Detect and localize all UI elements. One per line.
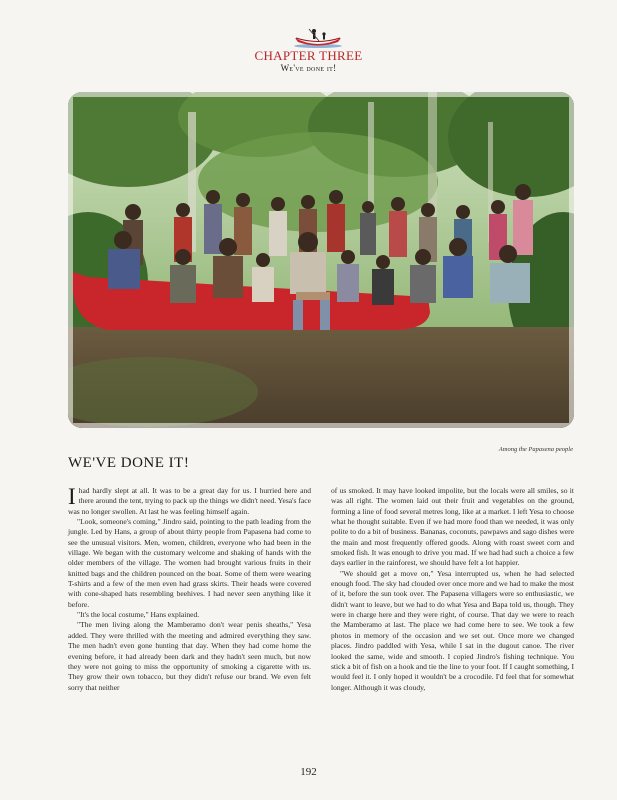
body-column-right: [331, 486, 574, 693]
paragraph: "The men living along the Mamberamo don't wear penis sheaths," Yesa added. They were thrilled with the meeting and admired everything they saw. The men hadn't even gone hunting that day. When they had come home the evening before, it had already been dark and they hadn't seen much, but now they were not going to miss the opportunity of smoking a cigarette with us. They grow their own tobacco, but they didn't refuse our brand. We even felt sorry that neither: [68, 620, 311, 692]
photo-caption: Among the Papasena people: [498, 446, 573, 453]
drop-cap: I: [68, 484, 76, 509]
paragraph: "Look, someone's coming," Jindro said, pointing to the path leading from the jungle. Led by Hans, a group of about thirty people from Papasena had come to see the unusual visitors. Men, women, children, everyone who had been in the village. We began with the customary welcome and shaking of hands with the older members of the village. The women had brought various fruits in their knitted bags and the children pounced on the boat. Some of them were wearing T-shirts and a few of the men even had grass skirts. Their heads were covered with cone-shaped hats resembling beehives. I had never seen anything like it before.: [68, 517, 311, 609]
paragraph: of us smoked. It may have looked impolite, but the locals were all smiles, so it was all right. The women laid out their fruit and vegetables on the ground, forming a line of food several metres long, like at a market. I left Yesa to choose what he thought suitable. Even if we had more food than we needed, it was only polite to do a bit of business. Bananas, coconuts, pawpaws and sago dishes were the main and most frequently offered goods. Along with roast sweet corn and smoked fish. It was enough to drive you mad. If we had had such a choice a few days earlier in the rainforest, we should have felt a lot happier.: [331, 486, 574, 568]
paragraph: "We should get a move on," Yesa interrupted us, when he had selected enough food. The sky had clouded over once more and we had to make the most of it, before the sun took over. The Papasena villagers were so enthusiastic, we didn't want to leave, but we had to do what Yesa and Bapa told us, though. They were in charge here and they were right, of course. That day we were to reach the Mamberamo at last. The place we had come here to see. We took a few photos in memory of the occasion and we set out. Once more we changed places. Jindro paddled with Yesa, while I sat in the dugout canoe. The river looked the same, wide and smooth. I copied Jindro's fishing technique. You stick a bit of fish on a hook and tie the line to your foot. If I caught something, I would feel it. I only hoped it wouldn't be a crocodile. I'd feel that for somewhat longer. Although it was cloudy,: [331, 568, 574, 692]
section-heading: WE'VE DONE IT!: [68, 455, 190, 471]
group-photo: [68, 92, 574, 428]
canoe-icon: [292, 26, 344, 48]
chapter-subtitle: We've done it!: [280, 63, 337, 73]
chapter-title: CHAPTER THREE: [254, 48, 363, 63]
page-number: 192: [300, 766, 317, 778]
body-column-left: [68, 486, 311, 693]
paragraph: Ihad hardly slept at all. It was to be a great day for us. I hurried here and there around the tent, trying to pack up the things we didn't need. Yesa's face was no longer swollen. At last he was feeling himself again.: [68, 484, 311, 516]
paragraph: "It's the local costume," Hans explained.: [77, 610, 200, 620]
